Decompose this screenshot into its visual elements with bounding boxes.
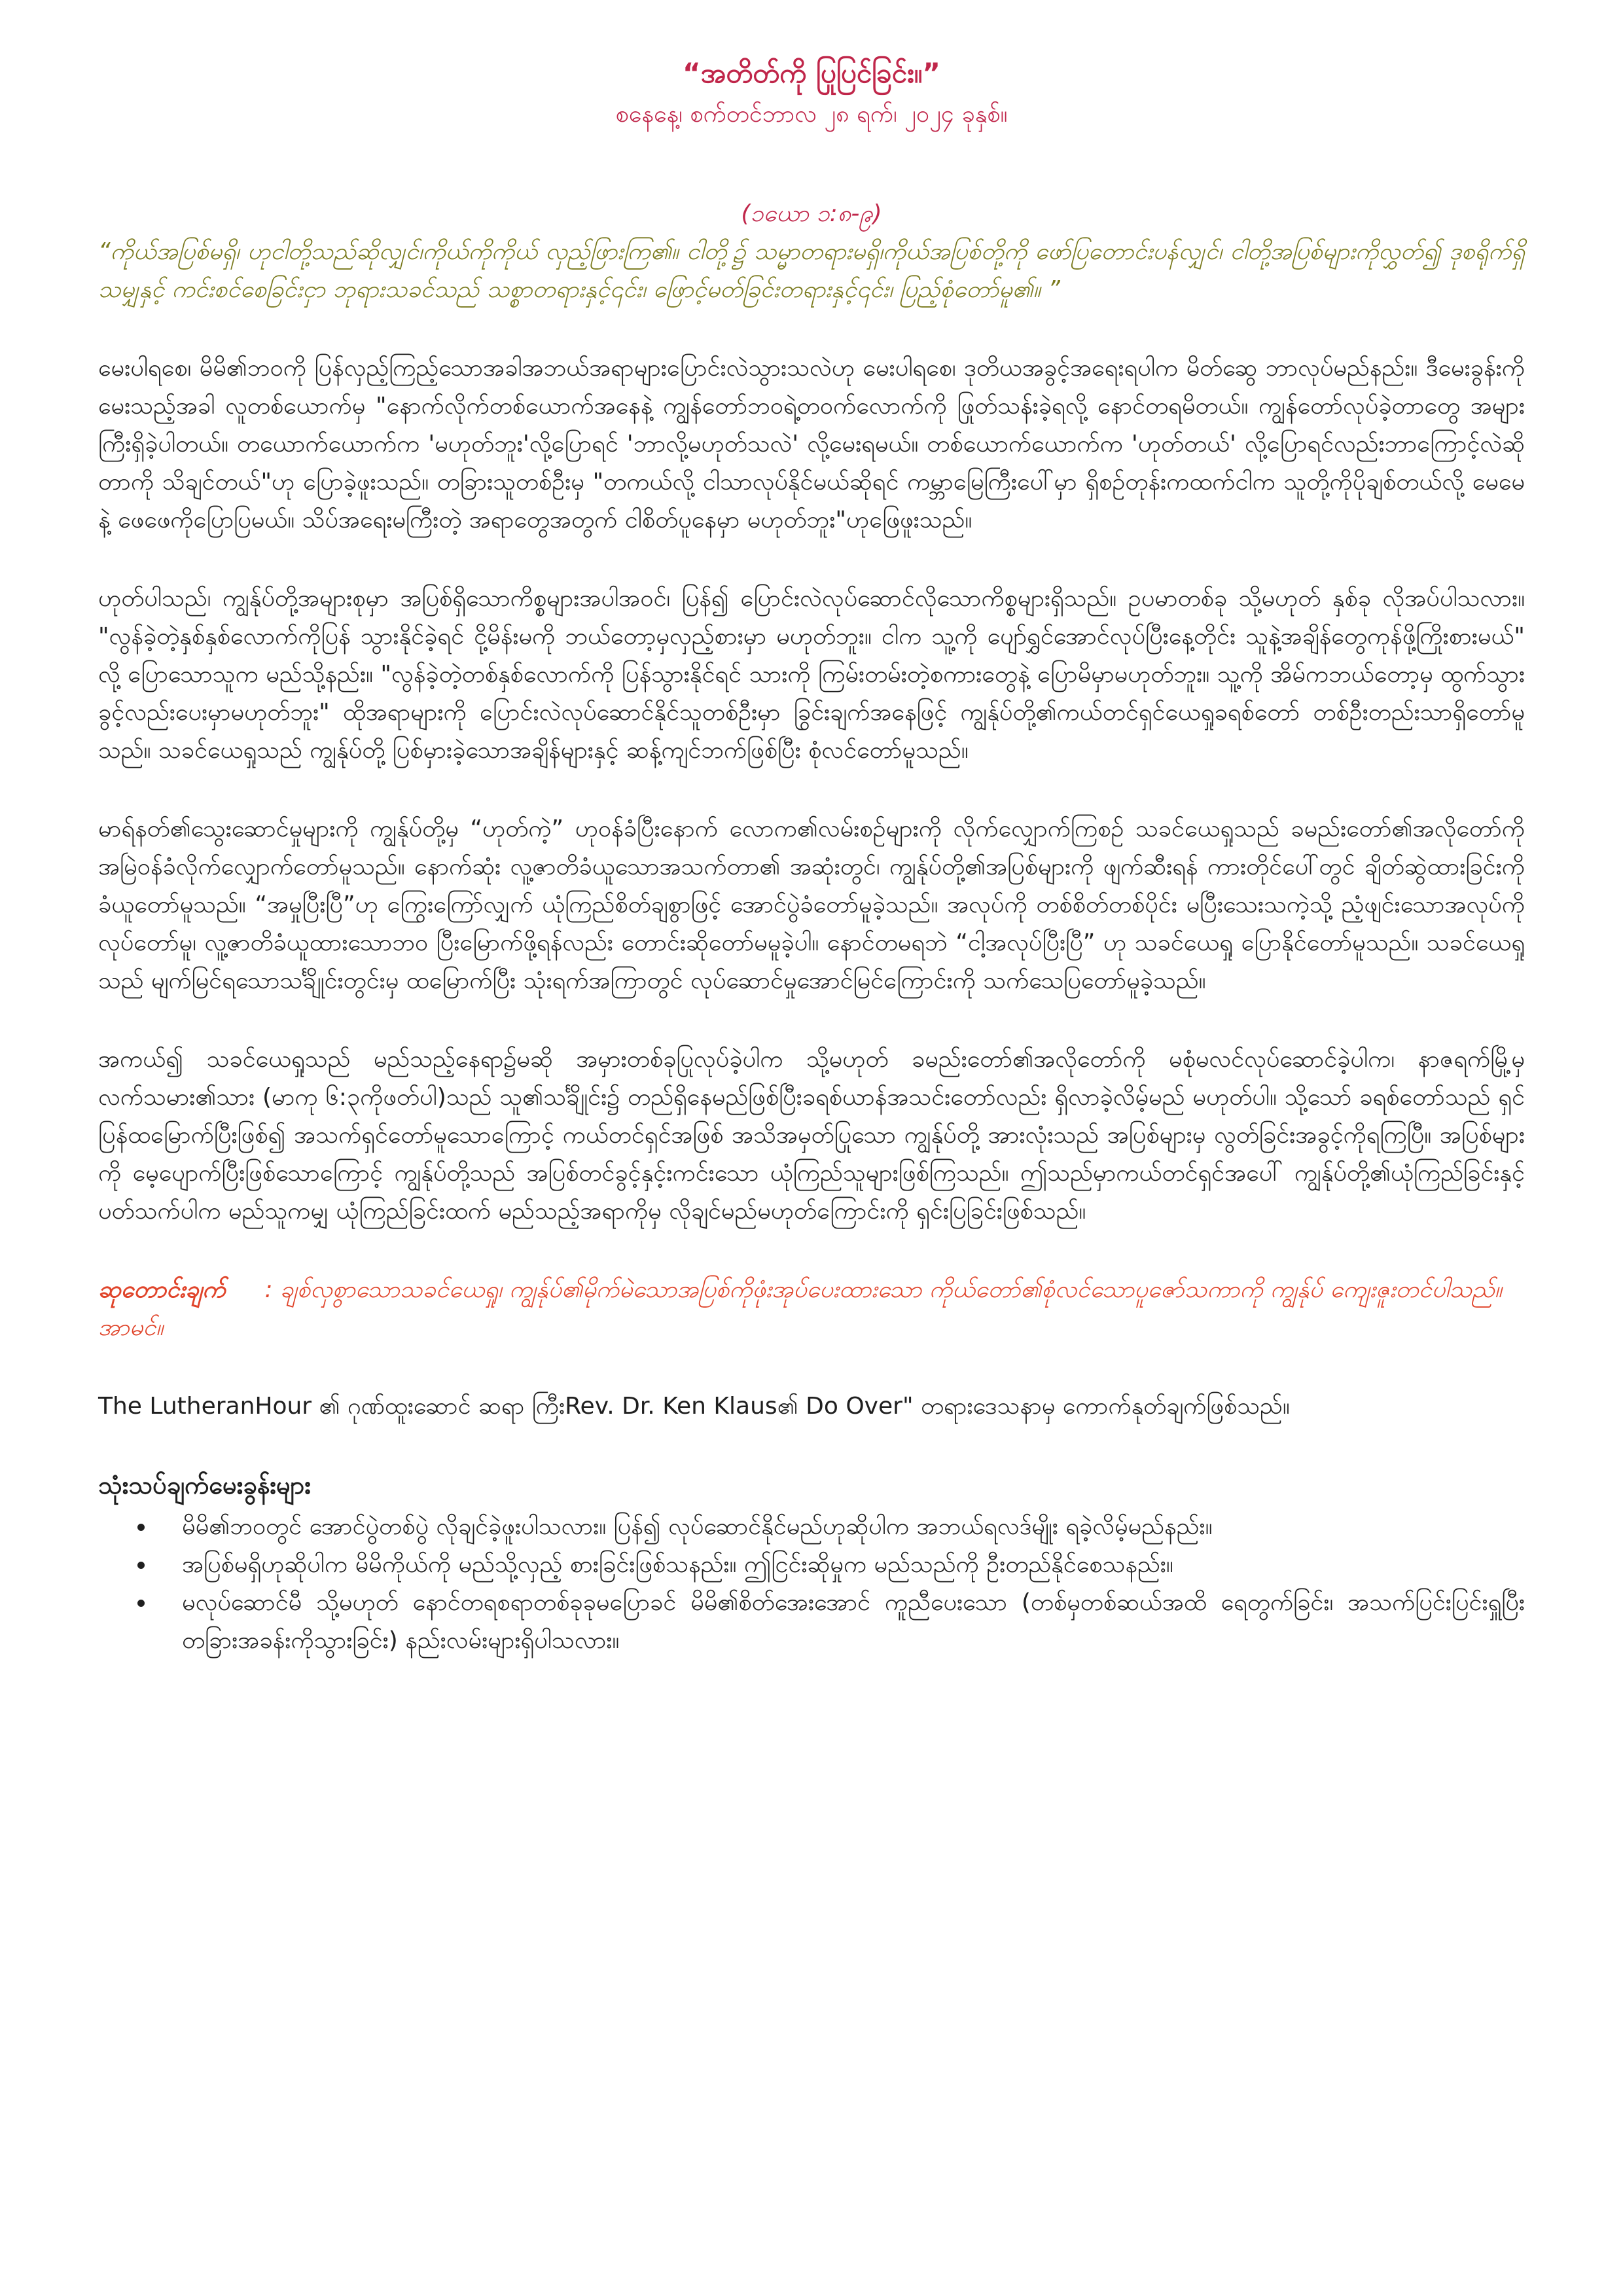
source-note: The LutheranHour ၏ ဂုဏ်ထူးဆောင် ဆရာ ကြီးRev. Dr. Ken Klaus၏ Do Over" တရားဒေသနာမှ ကောက်နုတ်ချက်ဖြစ်သည်။ (98, 1393, 1290, 1420)
body-paragraph-2: ဟုတ်ပါသည်၊ ကျွန်ုပ်တို့အများစုမှာ အပြစ်ရှိသောကိစ္စများအပါအ၀င်၊ ပြန်၍ ပြောင်းလဲလုပ်ဆောင်လိုသောကိစ္စများရှိသည်။ ဥပမာတစ်ခု သို့မဟုတ် နှစ်ခု လိုအပ်ပါသလား။ "လွန်ခဲ့တဲ့နှစ်နှစ်လောက်ကိုပြန် သွားနိုင်ခဲ့ရင် ငို့မိန်းမကို ဘယ်တော့မှလှည့်စားမှာ မဟုတ်ဘူး။ ငါက သူ့ကို ပျော်ရွှင်အောင်လုပ်ပြီးနေ့တိုင်း သူနဲ့အချိန်တွေကုန်ဖို့ကြိုးစားမယ်" လို့ ပြောသောသူက မည်သို့နည်း။ "လွန်ခဲ့တဲ့တစ်နှစ်လောက်ကို ပြန်သွားနိုင်ရင် သားကို ကြမ်းတမ်းတဲ့စကားတွေနဲ့ ပြောမိမှာမဟုတ်ဘူး။ သူ့ကို အိမ်ကဘယ်တော့မှ ထွက်သွားခွင့်လည်းပေးမှာမဟုတ်ဘူး" ထိုအရာများကို ပြောင်းလဲလုပ်ဆောင်နိုင်သူတစ်ဦးမှာ ခြွင်းချက်အနေဖြင့် ကျွန်ုပ်တို့၏ကယ်တင်ရှင်ယေရှုခရစ်တော် တစ်ဦးတည်းသာရှိတော်မူသည်။ သခင်ယေရှုသည် ကျွန်ုပ်တို့ ပြစ်မှားခဲ့သောအချိန်များနှင့် ဆန့်ကျင်ဘက်ဖြစ်ပြီး စုံလင်တော်မူသည်။ (98, 585, 1525, 764)
question-item-2: • အပြစ်မရှိဟုဆိုပါက မိမိကိုယ်ကို မည်သို့လှည့် စားခြင်းဖြစ်သနည်း။ ဤငြင်းဆိုမှုက မည်သည်ကို ဦးတည်နိုင်စေသနည်း။ (156, 1546, 1525, 1584)
body-paragraph-1: မေးပါရစေ၊ မိမိ၏ဘ၀ကို ပြန်လှည့်ကြည့်သောအခါအဘယ်အရာများပြောင်းလဲသွားသလဲဟု မေးပါရစေ၊ ဒုတိယအခွင့်အရေးရပါက မိတ်ဆွေ ဘာလုပ်မည်နည်း။ ဒီမေးခွန်းကိုမေးသည့်အခါ လူတစ်ယောက်မှ "နောက်လိုက်တစ်ယောက်အနေနဲ့ ကျွန်တော်ဘ၀ရဲ့တ၀က်လောက်ကို ဖြုတ်သန်းခဲ့ရလို့ နောင်တရမိတယ်။ ကျွန်တော်လုပ်ခဲ့တာတွေ အများကြီးရှိခဲ့ပါတယ်။ တယောက်ယောက်က 'မဟုတ်ဘူး'လို့ပြောရင် 'ဘာလို့မဟုတ်သလဲ' လို့မေးရမယ်။ တစ်ယောက်ယောက်က 'ဟုတ်တယ်' လို့ပြောရင်လည်းဘာကြောင့်လဲဆိုတာကို သိချင်တယ်"ဟု ပြောခဲ့ဖူးသည်။ တခြားသူတစ်ဦးမှ "တကယ်လို့ ငါသာလုပ်နိုင်မယ်ဆိုရင် ကမ္ဘာမြေကြီးပေါ်မှာ ရှိစဉ်တုန်းကထက်ငါက သူတို့ကိုပိုချစ်တယ်လို့ မေမေနဲ့ ဖေဖေကိုပြောပြမယ်။ သိပ်အရေးမကြီးတဲ့ အရာတွေအတွက် ငါစိတ်ပူနေမှာ မဟုတ်ဘူး"ဟုဖြေဖူးသည်။ (98, 355, 1525, 533)
body-paragraph-3: မာရ်နတ်၏သွေးဆောင်မှုများကို ကျွန်ုပ်တို့မှ “ဟုတ်ကဲ့” ဟုဝန်ခံပြီးနောက် လောက၏လမ်းစဉ်များကို လိုက်လျှောက်ကြစဉ် သခင်ယေရှုသည် ခမည်းတော်၏အလိုတော်ကို အမြဲဝန်ခံလိုက်လျှောက်တော်မူသည်။ နောက်ဆုံး လူ့ဇာတိခံယူသောအသက်တာ၏ အဆုံးတွင်၊ ကျွန်ုပ်တို့၏အပြစ်များကို ဖျက်ဆီးရန် ကားတိုင်ပေါ်တွင် ချိတ်ဆွဲထားခြင်းကိုခံယူတော်မူသည်။ “အမှုပြီးပြီ”ဟု ကြွေးကြော်လျှက် ယုံကြည်စိတ်ချစွာဖြင့် အောင်ပွဲခံတော်မူခဲ့သည်။ အလုပ်ကို တစ်စိတ်တစ်ပိုင်း မပြီးသေးသကဲ့သို့ ညံ့ဖျင်းသောအလုပ်ကို လုပ်တော်မူ၊ လူ့ဇာတိခံယူထားသောဘ၀ ပြီးမြောက်ဖို့ရန်လည်း တောင်းဆိုတော်မမူခဲ့ပါ။ နောင်တမရဘဲ “ငါ့အလုပ်ပြီးပြီ” ဟု သခင်ယေရှု ပြောနိုင်တော်မူသည်။ သခင်ယေရှုသည် မျက်မြင်ရသောသင်္ချိုင်းတွင်းမှ ထမြောက်ပြီး သုံးရက်အကြာတွင် လုပ်ဆောင်မှုအောင်မြင်ကြောင်းကို သက်သေပြတော်မူခဲ့သည်။ (98, 816, 1525, 994)
question-item-1: • မိမိ၏ဘ၀တွင် အောင်ပွဲတစ်ပွဲ လိုချင်ခဲ့ဖူးပါသလား။ ပြန်၍ လုပ်ဆောင်နိုင်မည်ဟုဆိုပါက အဘယ်ရလဒ်မျိုး ရခဲ့လိမ့်မည်နည်း။ (156, 1508, 1525, 1546)
questions-heading: သုံးသပ်ချက်မေးခွန်းများ (98, 1471, 312, 1499)
page-title: “အတိတ်ကို ပြုပြင်ခြင်း။” (683, 57, 940, 89)
questions-list (98, 1508, 1525, 1660)
prayer (98, 1271, 1525, 1347)
devotional-page (98, 39, 1525, 1660)
page-date: စနေနေ့၊ စက်တင်ဘာလ ၂၈ ရက်၊ ၂၀၂၄ ခုနှစ်။ (615, 101, 1008, 128)
scripture-text: “ကိုယ်အပြစ်မရှိ၊ ဟုငါတို့သည်ဆိုလျှင်၊ကိုယ်ကိုကိုယ် လှည့်ဖြားကြ၏။ ငါတို့၌ သမ္မာတရားမရှိ၊ကိုယ်အပြစ်တို့ကို ဖော်ပြတောင်းပန်လျှင်၊ ငါတို့အပြစ်များကိုလွှတ်၍ ဒုစရိုက်ရှိသမျှနှင့် ကင်းစင်စေခြင်းငှာ ဘုရားသခင်သည် သစ္စာတရားနှင့်၎င်း၊ ဖြောင့်မတ်ခြင်းတရားနှင့်၎င်း၊ ပြည့်စုံတော်မူ၏။ ” (98, 238, 1525, 303)
prayer-label: ဆုတောင်းချက် (98, 1276, 226, 1303)
question-item-3: • မလုပ်ဆောင်မီ သို့မဟုတ် နောင်တရစရာတစ်ခုခုမပြောခင် မိမိ၏စိတ်အေးအောင် ကူညီပေးသော (တစ်မှတစ်ဆယ်အထိ ရေတွက်ခြင်း၊ အသက်ပြင်းပြင်းရှူပြီးတခြားအခန်းကိုသွားခြင်း) နည်းလမ်းများရှိပါသလား။ (156, 1584, 1525, 1660)
scripture-reference: (၁ယော ၁:၈-၉) (741, 200, 882, 227)
body-paragraph-4: အကယ်၍ သခင်ယေရှုသည် မည်သည့်နေရာ၌မဆို အမှားတစ်ခုပြုလုပ်ခဲ့ပါက သို့မဟုတ် ခမည်းတော်၏အလိုတော်ကို မစုံမလင်လုပ်ဆောင်ခဲ့ပါက၊ နာဇရက်မြို့မှ လက်သမား၏သား (မာကု ၆:၃ကိုဖတ်ပါ)သည် သူ၏သင်္ချိုင်း၌ တည်ရှိနေမည်ဖြစ်ပြီးခရစ်ယာန်အသင်းတော်လည်း ရှိလာခဲ့လိမ့်မည် မဟုတ်ပါ။ သို့သော် ခရစ်တော်သည် ရှင်ပြန်ထမြောက်ပြီးဖြစ်၍ အသက်ရှင်တော်မူသောကြောင့် ကယ်တင်ရှင်အဖြစ် အသိအမှတ်ပြုသော ကျွန်ုပ်တို့ အားလုံးသည် အပြစ်များမှ လွတ်ခြင်းအခွင့်ကိုရကြပြီ။ အပြစ်များကို မေ့ပျောက်ပြီးဖြစ်သောကြောင့် ကျွန်ုပ်တို့သည် အပြစ်တင်ခွင့်နှင့်းကင်းသော ယုံကြည်သူများဖြစ်ကြသည်။ ဤသည်မှာကယ်တင်ရှင်အပေါ် ကျွန်ုပ်တို့၏ယုံကြည်ခြင်းနှင့်ပတ်သက်ပါက မည်သူကမျှ ယုံကြည်ခြင်းထက် မည်သည့်အရာကိုမှ လိုချင်မည်မဟုတ်ကြောင်းကို ရှင်းပြခြင်းဖြစ်သည်။ (98, 1046, 1525, 1225)
prayer-text: : ချစ်လှစွာသောသခင်ယေရှု၊ ကျွန်ုပ်၏မိုက်မဲသောအပြစ်ကိုဖုံးအုပ်ပေးထားသော ကိုယ်တော်၏စုံလင်သောပူဇော်သကာကို ကျွန်ုပ် ကျေးဇူးတင်ပါသည်။ အာမင်။ (98, 1276, 1502, 1341)
